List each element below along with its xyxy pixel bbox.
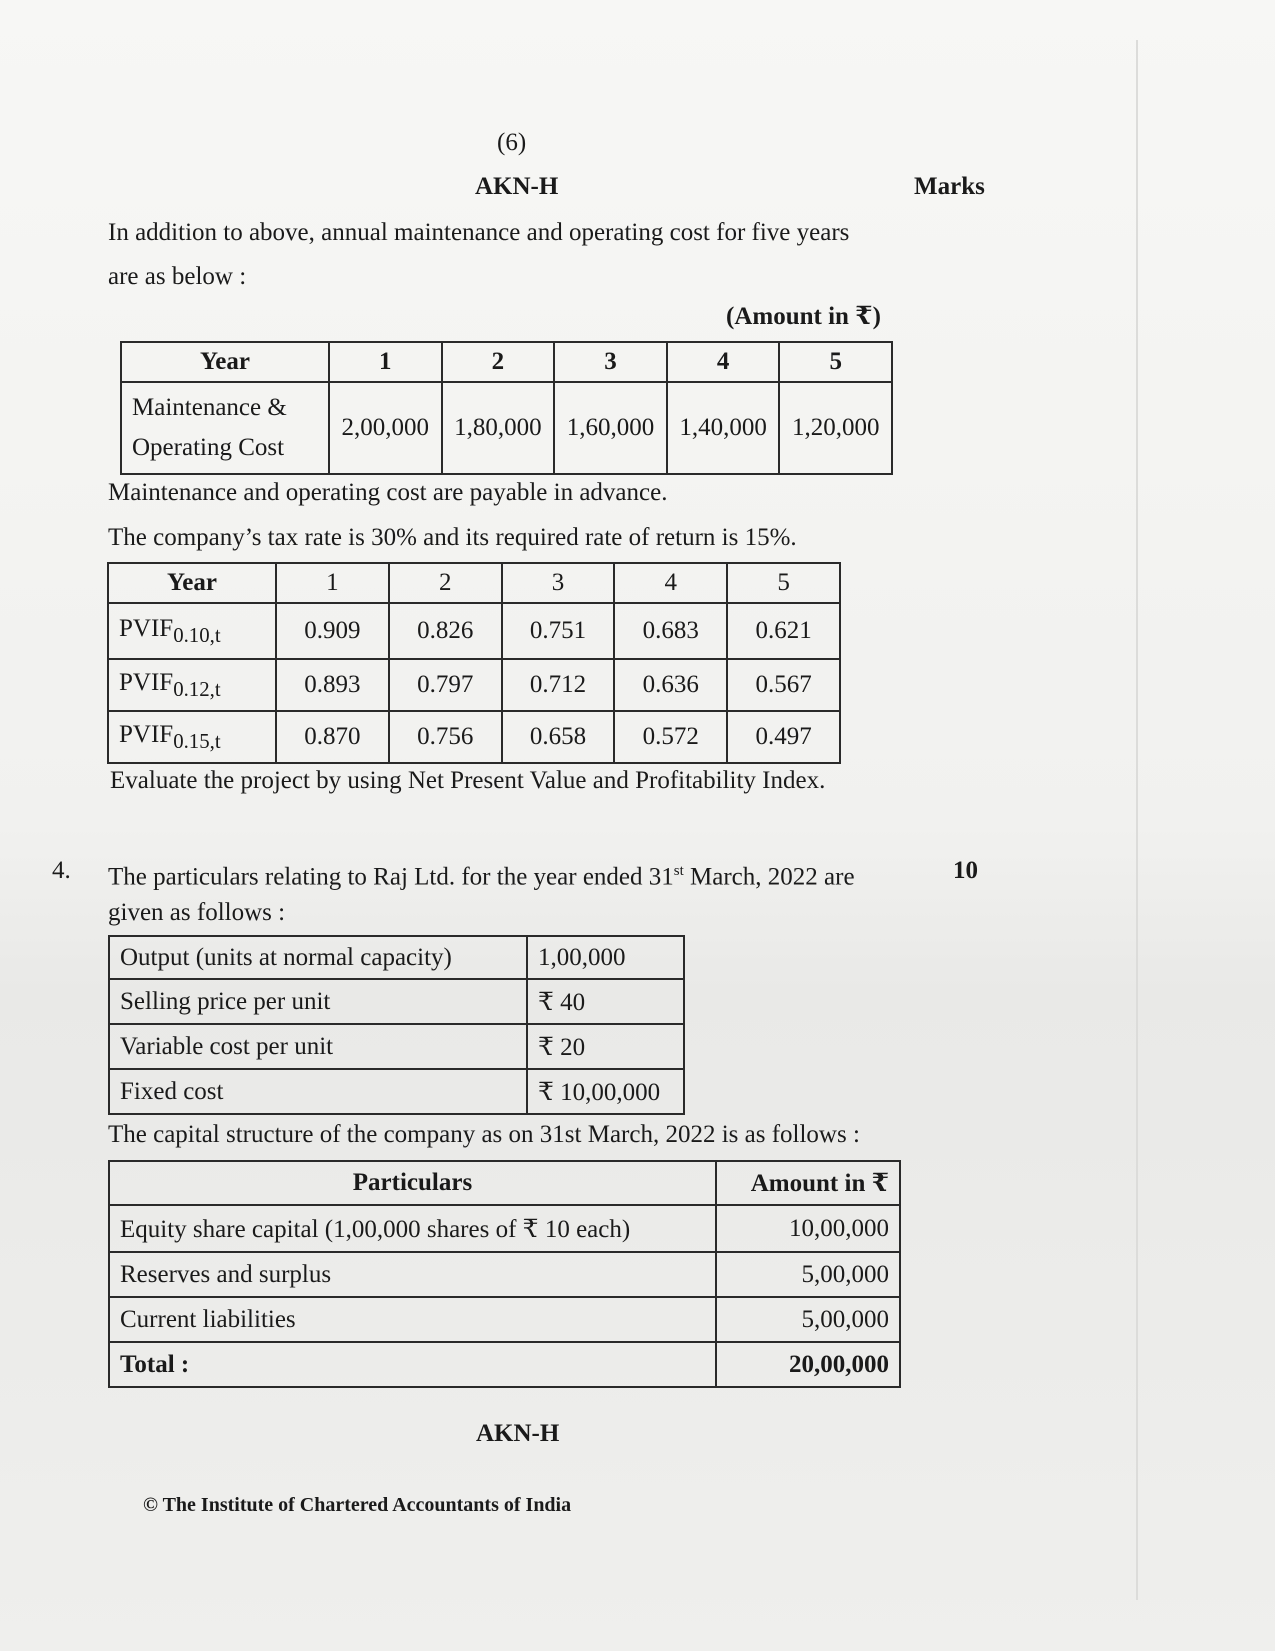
capital-row-label: Reserves and surplus [109, 1252, 716, 1297]
amount-header: Amount in ₹ [716, 1161, 900, 1205]
q4-line-1 [108, 856, 855, 892]
year-cell: 2 [389, 563, 502, 603]
particular-label: Variable cost per unit [109, 1024, 527, 1069]
year-header: Year [108, 563, 276, 603]
intro-line-2: are as below : [108, 263, 247, 290]
capital-row-value: 5,00,000 [716, 1297, 900, 1342]
ordinal-suffix: st [673, 863, 684, 879]
pvif-label: PVIF [119, 614, 174, 642]
pvif-subscript: 0.10,t [173, 622, 221, 647]
cost-cell: 1,20,000 [779, 382, 892, 474]
particular-label: Fixed cost [109, 1069, 527, 1114]
row-label [121, 382, 329, 474]
particular-label: Output (units at normal capacity) [109, 936, 527, 979]
pvif-cell: 0.756 [389, 711, 502, 763]
capital-row-value: 5,00,000 [716, 1252, 900, 1297]
pvif-cell: 0.712 [502, 659, 615, 711]
pvif-cell: 0.572 [614, 711, 727, 763]
cost-cell: 1,60,000 [554, 382, 667, 474]
pvif-cell: 0.751 [502, 603, 615, 659]
pvif-cell: 0.658 [502, 711, 615, 763]
question-number: 4. [52, 857, 71, 884]
pvif-subscript: 0.12,t [173, 676, 221, 701]
pvif-row-label [108, 659, 276, 711]
pvif-cell: 0.497 [727, 711, 840, 763]
year-cell: 4 [614, 563, 727, 603]
note-advance: Maintenance and operating cost are payable in advance. [108, 479, 668, 506]
note-tax: The company’s tax rate is 30% and its required rate of return is 15%. [108, 524, 797, 551]
year-cell: 2 [442, 342, 555, 382]
amount-note: (Amount in ₹) [726, 303, 881, 330]
year-cell: 4 [667, 342, 780, 382]
q4-line-1-part-a: The particulars relating to Raj Ltd. for the year ended 31 [108, 863, 674, 891]
pvif-cell: 0.621 [727, 603, 840, 659]
pvif-cell: 0.826 [389, 603, 502, 659]
total-value: 20,00,000 [716, 1342, 900, 1387]
pvif-cell: 0.893 [276, 659, 389, 711]
particulars-table [108, 935, 685, 1115]
particulars-header: Particulars [109, 1161, 716, 1205]
pvif-cell: 0.870 [276, 711, 389, 763]
capital-row-label: Equity share capital (1,00,000 shares of ₹ 10 each) [109, 1205, 716, 1252]
paper-code: AKN-H [475, 173, 559, 200]
year-cell: 3 [502, 563, 615, 603]
pvif-cell: 0.909 [276, 603, 389, 659]
pvif-label: PVIF [119, 668, 174, 696]
year-cell: 3 [554, 342, 667, 382]
particular-label: Selling price per unit [109, 979, 527, 1024]
capital-row-label: Current liabilities [109, 1297, 716, 1342]
marks-heading: Marks [914, 173, 985, 200]
capital-intro: The capital structure of the company as on 31st March, 2022 is as follows : [108, 1121, 860, 1148]
total-label: Total : [109, 1342, 716, 1387]
page-number: (6) [497, 129, 527, 156]
maintenance-cost-table [120, 341, 893, 475]
cost-cell: 2,00,000 [329, 382, 442, 474]
cost-cell: 1,40,000 [667, 382, 780, 474]
pvif-subscript: 0.15,t [173, 728, 221, 753]
pvif-table [107, 562, 841, 764]
evaluate-instruction: Evaluate the project by using Net Present Value and Profitability Index. [110, 767, 826, 794]
pvif-cell: 0.636 [614, 659, 727, 711]
year-cell: 5 [727, 563, 840, 603]
pvif-row-label [108, 603, 276, 659]
capital-structure-table [108, 1160, 901, 1388]
question-marks: 10 [953, 857, 978, 884]
row-label-line-1: Maintenance & [132, 394, 287, 421]
year-cell: 1 [276, 563, 389, 603]
particular-value: ₹ 10,00,000 [527, 1069, 684, 1114]
intro-line-1: In addition to above, annual maintenance and operating cost for five years [108, 219, 850, 246]
pvif-label: PVIF [119, 720, 174, 748]
footer-paper-code: AKN-H [476, 1420, 560, 1447]
pvif-row-label [108, 711, 276, 763]
year-cell: 1 [329, 342, 442, 382]
cost-cell: 1,80,000 [442, 382, 555, 474]
pvif-cell: 0.567 [727, 659, 840, 711]
q4-line-2: given as follows : [108, 899, 286, 926]
year-header: Year [121, 342, 329, 382]
row-label-line-2: Operating Cost [132, 434, 285, 461]
particular-value: ₹ 40 [527, 979, 684, 1024]
q4-line-1-part-b: March, 2022 are [683, 863, 855, 891]
pvif-cell: 0.797 [389, 659, 502, 711]
pvif-cell: 0.683 [614, 603, 727, 659]
particular-value: ₹ 20 [527, 1024, 684, 1069]
year-cell: 5 [779, 342, 892, 382]
capital-row-value: 10,00,000 [716, 1205, 900, 1252]
copyright-notice: © The Institute of Chartered Accountants of India [143, 1494, 572, 1516]
page-fold-shadow [1136, 40, 1138, 1600]
particular-value: 1,00,000 [527, 936, 684, 979]
